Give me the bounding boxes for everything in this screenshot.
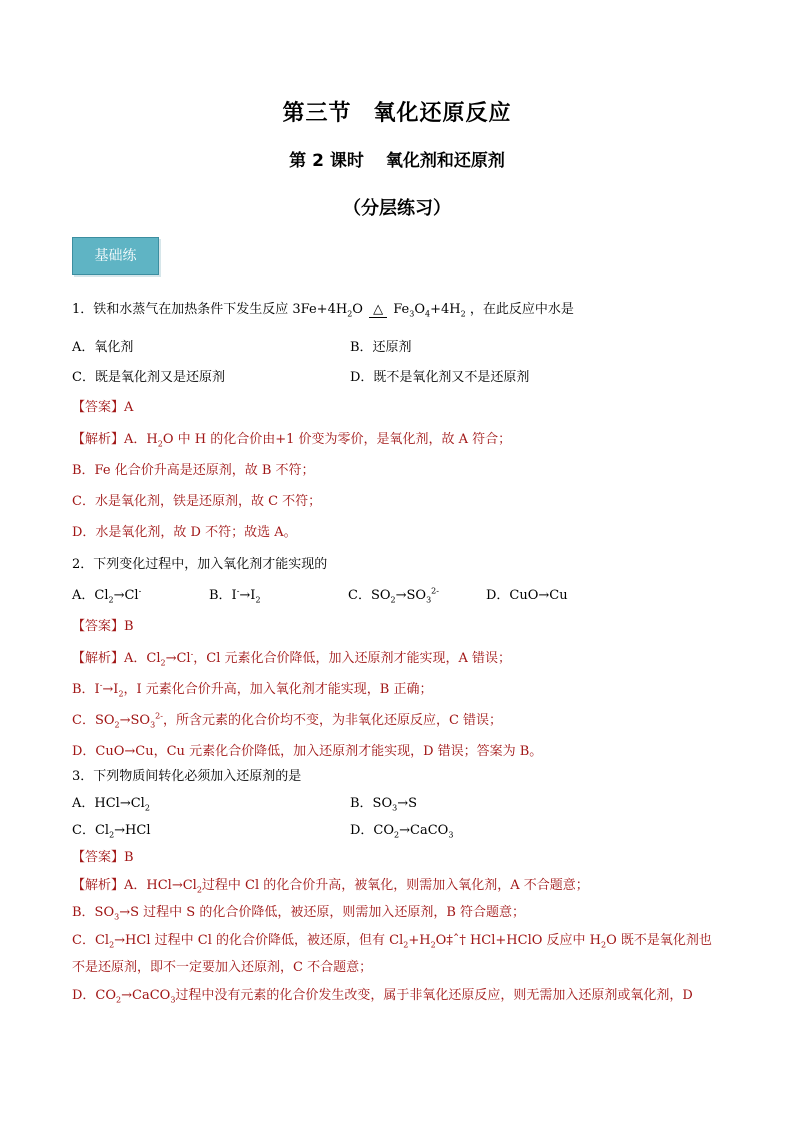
q1-explanation-1: 【解析】A．$H_2O$ 中 H 的化合价由+1 价变为零价，是氧化剂，故 A 符合； — [72, 432, 512, 449]
q3-answer: 【答案】B — [72, 850, 134, 865]
q3-explanation-4: 不是还原剂，即不一定要加入还原剂，C 不合题意； — [72, 960, 373, 975]
q2-explanation-1: 【解析】A．$Cl_2\to Cl^-$，Cl 元素化合价降低，加入还原剂才能实现，A 错误； — [72, 649, 512, 668]
q2-explanation-4: D．CuO→Cu，Cu 元素化合价降低，加入还原剂才能实现，D 错误；答案为 B。 — [72, 744, 543, 759]
page-subtitle — [0, 146, 794, 171]
page-title — [0, 96, 794, 127]
q3-explanation-2: B．$SO_3\to S$ 过程中 S 的化合价降低，被还原，则需加入还原剂，B 符合题意； — [72, 905, 526, 922]
q2-explanation-2: B．$I^-\to I_2$，I 元素化合价升高，加入氧化剂才能实现，B 正确； — [72, 680, 433, 699]
subtitle-lesson: 第 2 课时 — [289, 151, 364, 171]
q1-explanation-4: D．水是氧化剂，故 D 不符；故选 A。 — [72, 525, 297, 540]
q2-option-a: A．$Cl_2\to Cl^-$ — [72, 586, 142, 605]
title-section: 第三节 — [282, 101, 352, 126]
q1-option-d: D．既不是氧化剂又不是还原剂 — [350, 370, 530, 385]
q2-option-c: C．$SO_2\to SO_3^{2-}$ — [348, 586, 439, 605]
q1-explanation-2: B．Fe 化合价升高是还原剂，故 B 不符； — [72, 463, 315, 478]
section-badge: 基础练 — [72, 237, 159, 275]
q3-option-d: D．$CO_2\to CaCO_3$ — [350, 823, 454, 840]
q3-explanation-5: D．$CO_2\to CaCO_3$过程中没有元素的化合价发生改变，属于非氧化还原反应，则无需加入还原剂或氧化剂，D — [72, 988, 693, 1005]
q1-option-b: B．还原剂 — [350, 340, 412, 355]
q1-stem: 1．铁和水蒸气在加热条件下发生反应 $3Fe+4H_2O$ △ $Fe_3O_4+4H_2$ ，在此反应中水是 — [72, 302, 574, 319]
q3-option-b: B．$SO_3\to S$ — [350, 796, 418, 813]
title-topic: 氧化还原反应 — [373, 101, 512, 126]
q3-stem: 3．下列物质间转化必须加入还原剂的是 — [72, 769, 302, 784]
q3-explanation-1: 【解析】A．$HCl\to Cl_2$过程中 Cl 的化合价升高，被氧化，则需加入氧化剂，A 不合题意； — [72, 878, 589, 895]
q3-option-c: C．$Cl_2\to HCl$ — [72, 823, 151, 840]
page-note: （分层练习） — [343, 198, 451, 219]
subtitle-topic: 氧化剂和还原剂 — [385, 151, 505, 171]
q2-option-d: D．CuO→Cu — [486, 588, 568, 603]
q2-option-b: B．$I^-\to I_2$ — [209, 586, 261, 605]
q2-explanation-3: C．$SO_2\to SO_3^{2-}$，所含元素的化合价均不变，为非氧化还原反应，C 错误； — [72, 711, 503, 730]
q3-option-a: A．$HCl\to Cl_2$ — [72, 796, 150, 813]
q1-option-c: C．既是氧化剂又是还原剂 — [72, 370, 225, 385]
q2-stem: 2．下列变化过程中，加入氧化剂才能实现的 — [72, 557, 328, 572]
q3-explanation-3: C．$Cl_2\to HCl$ 过程中 Cl 的化合价降低，被还原，但有 $Cl_2+H_2O\ddagger ˆ\dagger$ HCl+HClO 反应中 $H_2O$ 既不是氧化剂也 — [72, 933, 712, 950]
q1-option-a: A．氧化剂 — [72, 340, 134, 355]
q1-answer: 【答案】A — [72, 400, 134, 415]
q3-options-row1 — [72, 794, 742, 814]
q1-options-row1 — [72, 338, 742, 358]
q3-options-row2 — [72, 821, 742, 841]
q1-explanation-3: C．水是氧化剂，铁是还原剂，故 C 不符； — [72, 494, 322, 509]
q1-options-row2 — [72, 368, 742, 388]
q2-answer: 【答案】B — [72, 619, 134, 634]
heat-delta-icon: △ — [367, 300, 389, 320]
